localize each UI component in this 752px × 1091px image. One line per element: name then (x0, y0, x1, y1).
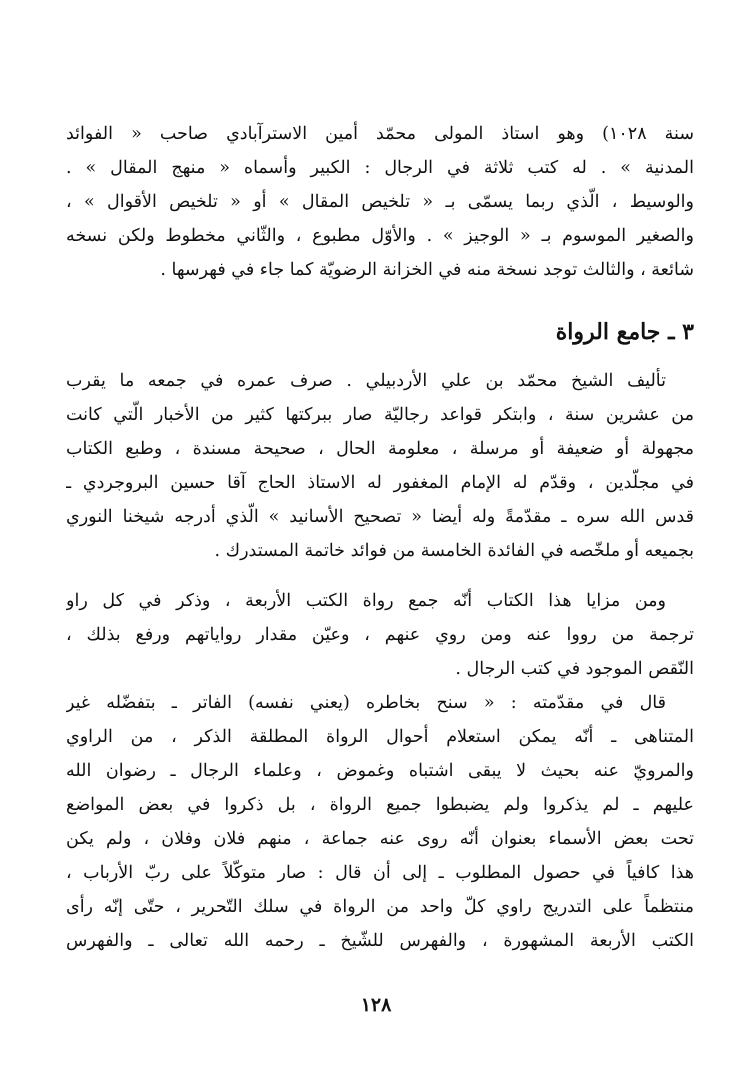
text-line: النّقص الموجود في كتب الرجال . (455, 659, 694, 679)
text-line: منتظماً على التدريج راوي كلّ واحد من الرواة في سلك التّحرير ، حتّى إنّه رأى (66, 897, 694, 917)
text-line: في مجلّدين ، وقدّم له الإمام المغفور له الاستاذ الحاج آقا حسين البروجردي ـ (66, 473, 694, 493)
text-line: تأليف الشيخ محمّد بن علي الأردبيلي . صرف عمره في جمعه ما يقرب (66, 371, 666, 391)
text-line: والوسيط ، الّذي ربما يسمّى بـ « تلخيص المقال » أو « تلخيص الأقوال » ، (66, 192, 694, 212)
text-line: المدنية » . له كتب ثلاثة في الرجال : الكبير وأسماه « منهج المقال » . (66, 158, 694, 178)
text-line: بجميعه أو ملخّصه في الفائدة الخامسة من فوائد خاتمة المستدرك . (214, 541, 694, 561)
text-line: هذا كافياً في حصول المطلوب ـ إلى أن قال : صار متوكّلاً على ربّ الأرباب ، (66, 863, 694, 883)
text-line: ومن مزايا هذا الكتاب أنّه جمع رواة الكتب الأربعة ، وذكر في كل راو (66, 591, 666, 611)
text-line: قال في مقدّمته : « سنح بخاطره (يعني نفسه) الفاتر ـ بتفضّله غير (66, 693, 666, 713)
text-line: عليهم ـ لم يذكروا ولم يضبطوا جميع الرواة ، بل ذكروا في بعض المواضع (66, 795, 694, 815)
text-line: والمرويّ عنه بحيث لا يبقى اشتباه وغموض ، وعلماء الرجال ـ رضوان الله (66, 761, 694, 781)
paragraph-introduction-quote (66, 686, 694, 958)
page-number: ١٢٨ (360, 994, 392, 1016)
paragraph-usul-rijal (66, 117, 694, 287)
text-line: شائعة ، والثالث توجد نسخة منه في الخزانة الرضويّة كما جاء في فهرسها . (160, 260, 694, 280)
text-line: قدس الله سره ـ مقدّمةً وله أيضا « تصحيح الأسانيد » الّذي أدرجه شيخنا النوري (66, 507, 694, 527)
section-heading: ٣ ـ جامع الرواة (555, 319, 694, 345)
paragraph-jami-al-ruwat (66, 364, 694, 568)
text-line: ترجمة من رووا عنه ومن روي عنهم ، وعيّن مقدار رواياتهم ورفع بذلك ، (66, 625, 694, 645)
text-line: سنة ١٠٢٨) وهو استاذ المولى محمّد أمين الاسترآبادي صاحب « الفوائد (66, 124, 694, 144)
text-line: من عشرين سنة ، وابتكر قواعد رجاليّة صار ببركتها كثير من الأخبار الّتي كانت (66, 405, 694, 425)
text-line: المتناهى ـ أنّه يمكن استعلام أحوال الرواة المطلقة الذكر ، من الراوي (66, 727, 694, 747)
text-line: تحت بعض الأسماء بعنوان أنّه روى عنه جماعة ، منهم فلان وفلان ، ولم يكن (66, 829, 694, 849)
text-line: والصغير الموسوم بـ « الوجيز » . والأوّل مطبوع ، والثّاني مخطوط ولكن نسخه (66, 226, 694, 246)
paragraph-merits (66, 584, 694, 686)
text-line: مجهولة أو ضعيفة أو مرسلة ، معلومة الحال ، صحيحة مسندة ، وطبع الكتاب (66, 439, 694, 459)
text-line: الكتب الأربعة المشهورة ، والفهرس للشّيخ ـ رحمه الله تعالى ـ والفهرس (66, 931, 694, 951)
